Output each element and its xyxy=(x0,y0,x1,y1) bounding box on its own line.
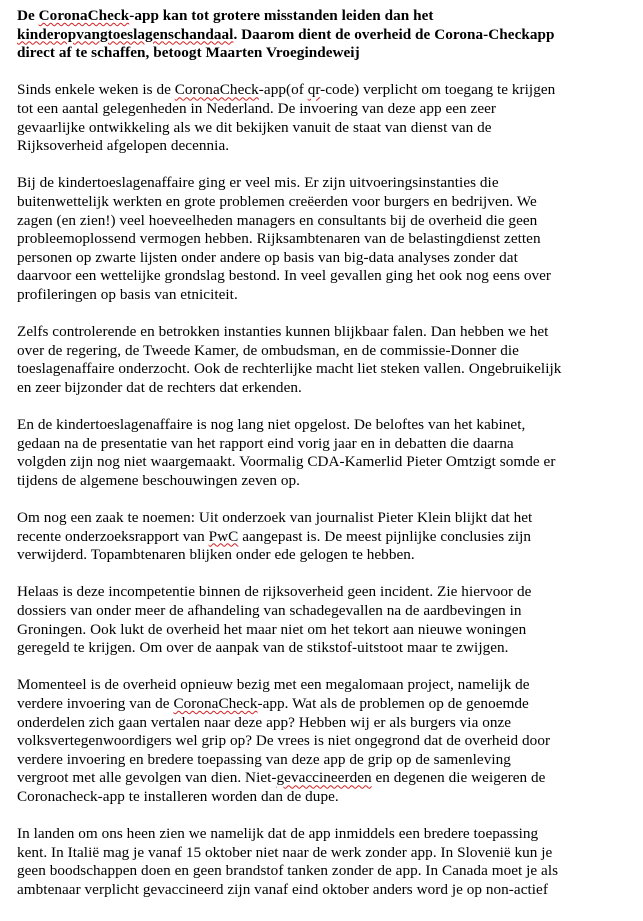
text-run: En de kindertoeslagenaffaire is nog lang niet opgelost. De beloftes van het kabinet, xyxy=(17,416,526,434)
text-run: kent. In Italië mag je vanaf 15 oktober niet naar de werk zonder app. In Slovenië kun je xyxy=(17,843,553,861)
text-run: tijdens de algemene beschouwingen zeven op. xyxy=(17,471,301,489)
text-run: en zeer bijzonder dat de rechters dat erkenden. xyxy=(17,378,302,396)
spellcheck-flagged-word: gevaccineerden xyxy=(276,769,372,787)
spellcheck-flagged-word: qr xyxy=(307,81,321,99)
text-run: gevaarlijke ontwikkeling als we dit bekijken vanuit de staat van dienst van de xyxy=(17,118,492,136)
paragraph xyxy=(17,323,637,397)
paragraph xyxy=(17,174,637,304)
text-run: recente onderzoeksrapport van xyxy=(17,527,209,545)
paragraph xyxy=(17,509,637,565)
paragraph xyxy=(17,583,637,657)
text-line xyxy=(17,174,637,193)
text-line xyxy=(17,453,637,472)
text-run: ambtenaar verplicht gevaccineerd zijn vanaf eind oktober anders word je op non-actief xyxy=(17,880,548,898)
text-run: -app kan tot grotere misstanden leiden dan het xyxy=(129,7,434,24)
article-title xyxy=(17,7,637,63)
spellcheck-flagged-word: PwC xyxy=(208,527,239,545)
text-run: zagen (en zien!) veel hoeveelheden managers en consultants bij de overheid die geen xyxy=(17,211,538,229)
text-run: probleemoplossend vermogen hebben. Rijksambtenaren van de belastingdienst zetten xyxy=(17,230,541,248)
text-line xyxy=(17,751,637,770)
text-line xyxy=(17,360,637,379)
text-run: De xyxy=(17,7,39,24)
text-run: daarvoor een wettelijke grondslag bestond. In veel gevallen ging het ook nog eens over xyxy=(17,267,552,285)
text-line xyxy=(17,26,637,45)
text-run: direct af te schaffen, betoogt Maarten Vroegindeweij xyxy=(17,44,360,62)
paragraph xyxy=(17,676,637,806)
text-run: -app. Wat als de problemen op de genoemde xyxy=(257,694,529,712)
text-line xyxy=(17,119,637,138)
text-line xyxy=(17,862,637,881)
text-line xyxy=(17,137,637,156)
text-line xyxy=(17,286,637,305)
text-run: aangepast is. De meest pijnlijke conclusies zijn xyxy=(238,527,531,545)
text-line xyxy=(17,788,637,807)
text-run: Coronacheck-app te installeren worden dan de dupe. xyxy=(17,787,339,805)
spellcheck-flagged-word: CoronaCheck xyxy=(173,694,258,712)
text-run: onderdelen zich gaan vertalen naar deze app? Hebben wij er als burgers via onze xyxy=(17,713,512,731)
text-line xyxy=(17,676,637,695)
paragraph xyxy=(17,81,637,155)
text-line xyxy=(17,100,637,119)
text-run: geregeld te krijgen. Om over de aanpak van de stikstof-uitstoot maar te zwijgen. xyxy=(17,639,509,657)
text-run: personen op zwarte lijsten onder andere op basis van big-data analyses zonder dat xyxy=(17,248,518,266)
text-run: -app(of xyxy=(258,81,308,99)
text-line xyxy=(17,639,637,658)
text-run: Groningen. Ook lukt de overheid het maar niet om het tekort aan nieuwe woningen xyxy=(17,620,527,638)
paragraph xyxy=(17,825,637,899)
paragraph xyxy=(17,416,637,490)
text-run: -code) verplicht om toegang te krijgen xyxy=(320,81,556,99)
text-run: tot een aantal gelegenheden in Nederland. De invoering van deze app een zeer xyxy=(17,99,497,117)
text-line xyxy=(17,323,637,342)
text-run: Om nog een zaak te noemen: Uit onderzoek van journalist Pieter Klein blijkt dat het xyxy=(17,509,533,527)
text-run: Helaas is deze incompetentie binnen de rijksoverheid geen incident. Zie hiervoor de xyxy=(17,583,532,601)
text-line xyxy=(17,193,637,212)
text-run: verdere invoering en bredere toepassing van deze app de grip op de samenleving xyxy=(17,750,511,768)
text-run: Bij de kindertoeslagenaffaire ging er veel mis. Er zijn uitvoeringsinstanties die xyxy=(17,174,499,192)
spellcheck-flagged-word: CoronaCheck xyxy=(174,81,259,99)
text-run: volksvertegenwoordigers wel grip op? De vrees is niet ongegrond dat de overheid door xyxy=(17,732,551,750)
text-run: profileringen op basis van etniciteit. xyxy=(17,285,238,303)
article-paragraphs xyxy=(17,81,637,899)
text-line xyxy=(17,7,637,26)
text-line xyxy=(17,546,637,565)
text-line xyxy=(17,621,637,640)
text-run: toeslagenaffaire onderzocht. Ook de rechterlijke macht liet steken vallen. Ongebruikelijk xyxy=(17,360,562,378)
text-line xyxy=(17,267,637,286)
text-line xyxy=(17,230,637,249)
text-run: . Daarom dient de overheid de Corona-Checkapp xyxy=(233,25,555,43)
text-line xyxy=(17,583,637,602)
text-line xyxy=(17,844,637,863)
text-line xyxy=(17,695,637,714)
text-line xyxy=(17,435,637,454)
spellcheck-flagged-word: kinderopvangtoeslagenschandaal xyxy=(17,25,234,43)
text-run: buitenwettelijk werkten en grote problemen creëerden voor burgers en bedrijven. We xyxy=(17,192,537,210)
text-line xyxy=(17,509,637,528)
document-body xyxy=(17,7,637,900)
text-line xyxy=(17,249,637,268)
text-run: en degenen die weigeren de xyxy=(371,769,546,787)
text-line xyxy=(17,81,637,100)
text-line xyxy=(17,602,637,621)
text-run: Zelfs controlerende en betrokken instanties kunnen blijkbaar falen. Dan hebben we het xyxy=(17,323,549,341)
text-line xyxy=(17,472,637,491)
text-run: geen boodschappen doen en geen brandstof tanken zonder de app. In Canada moet je als xyxy=(17,862,559,880)
text-run: In landen om ons heen zien we namelijk dat de app inmiddels een bredere toepassing xyxy=(17,825,539,843)
text-run: verdere invoering van de xyxy=(17,694,174,712)
spellcheck-flagged-word: CoronaCheck xyxy=(38,7,130,24)
text-line xyxy=(17,825,637,844)
text-line xyxy=(17,342,637,361)
text-run: gedaan na de presentatie van het rapport eind vorig jaar en in debatten die daarna xyxy=(17,434,514,452)
text-run: Rijksoverheid afgelopen decennia. xyxy=(17,137,230,155)
text-run: verwijderd. Topambtenaren blijken onder ede gelogen te hebben. xyxy=(17,546,415,564)
text-line xyxy=(17,881,637,900)
text-line xyxy=(17,769,637,788)
text-line xyxy=(17,714,637,733)
text-run: dossiers van onder meer de afhandeling van schadegevallen na de aardbevingen in xyxy=(17,602,522,619)
text-line xyxy=(17,416,637,435)
text-run: Momenteel is de overheid opnieuw bezig met een megalomaan project, namelijk de xyxy=(17,676,530,694)
text-line xyxy=(17,528,637,547)
text-line xyxy=(17,44,637,63)
text-run: volgden zijn nog niet waargemaakt. Voormalig CDA-Kamerlid Pieter Omtzigt somde er xyxy=(17,453,556,471)
text-run: Sinds enkele weken is de xyxy=(17,81,175,99)
text-line xyxy=(17,379,637,398)
text-line xyxy=(17,732,637,751)
text-run: over de regering, de Tweede Kamer, de ombudsman, en de commissie-Donner die xyxy=(17,341,519,359)
text-line xyxy=(17,212,637,231)
text-run: vergroot met alle gevolgen van dien. Niet- xyxy=(17,769,277,787)
